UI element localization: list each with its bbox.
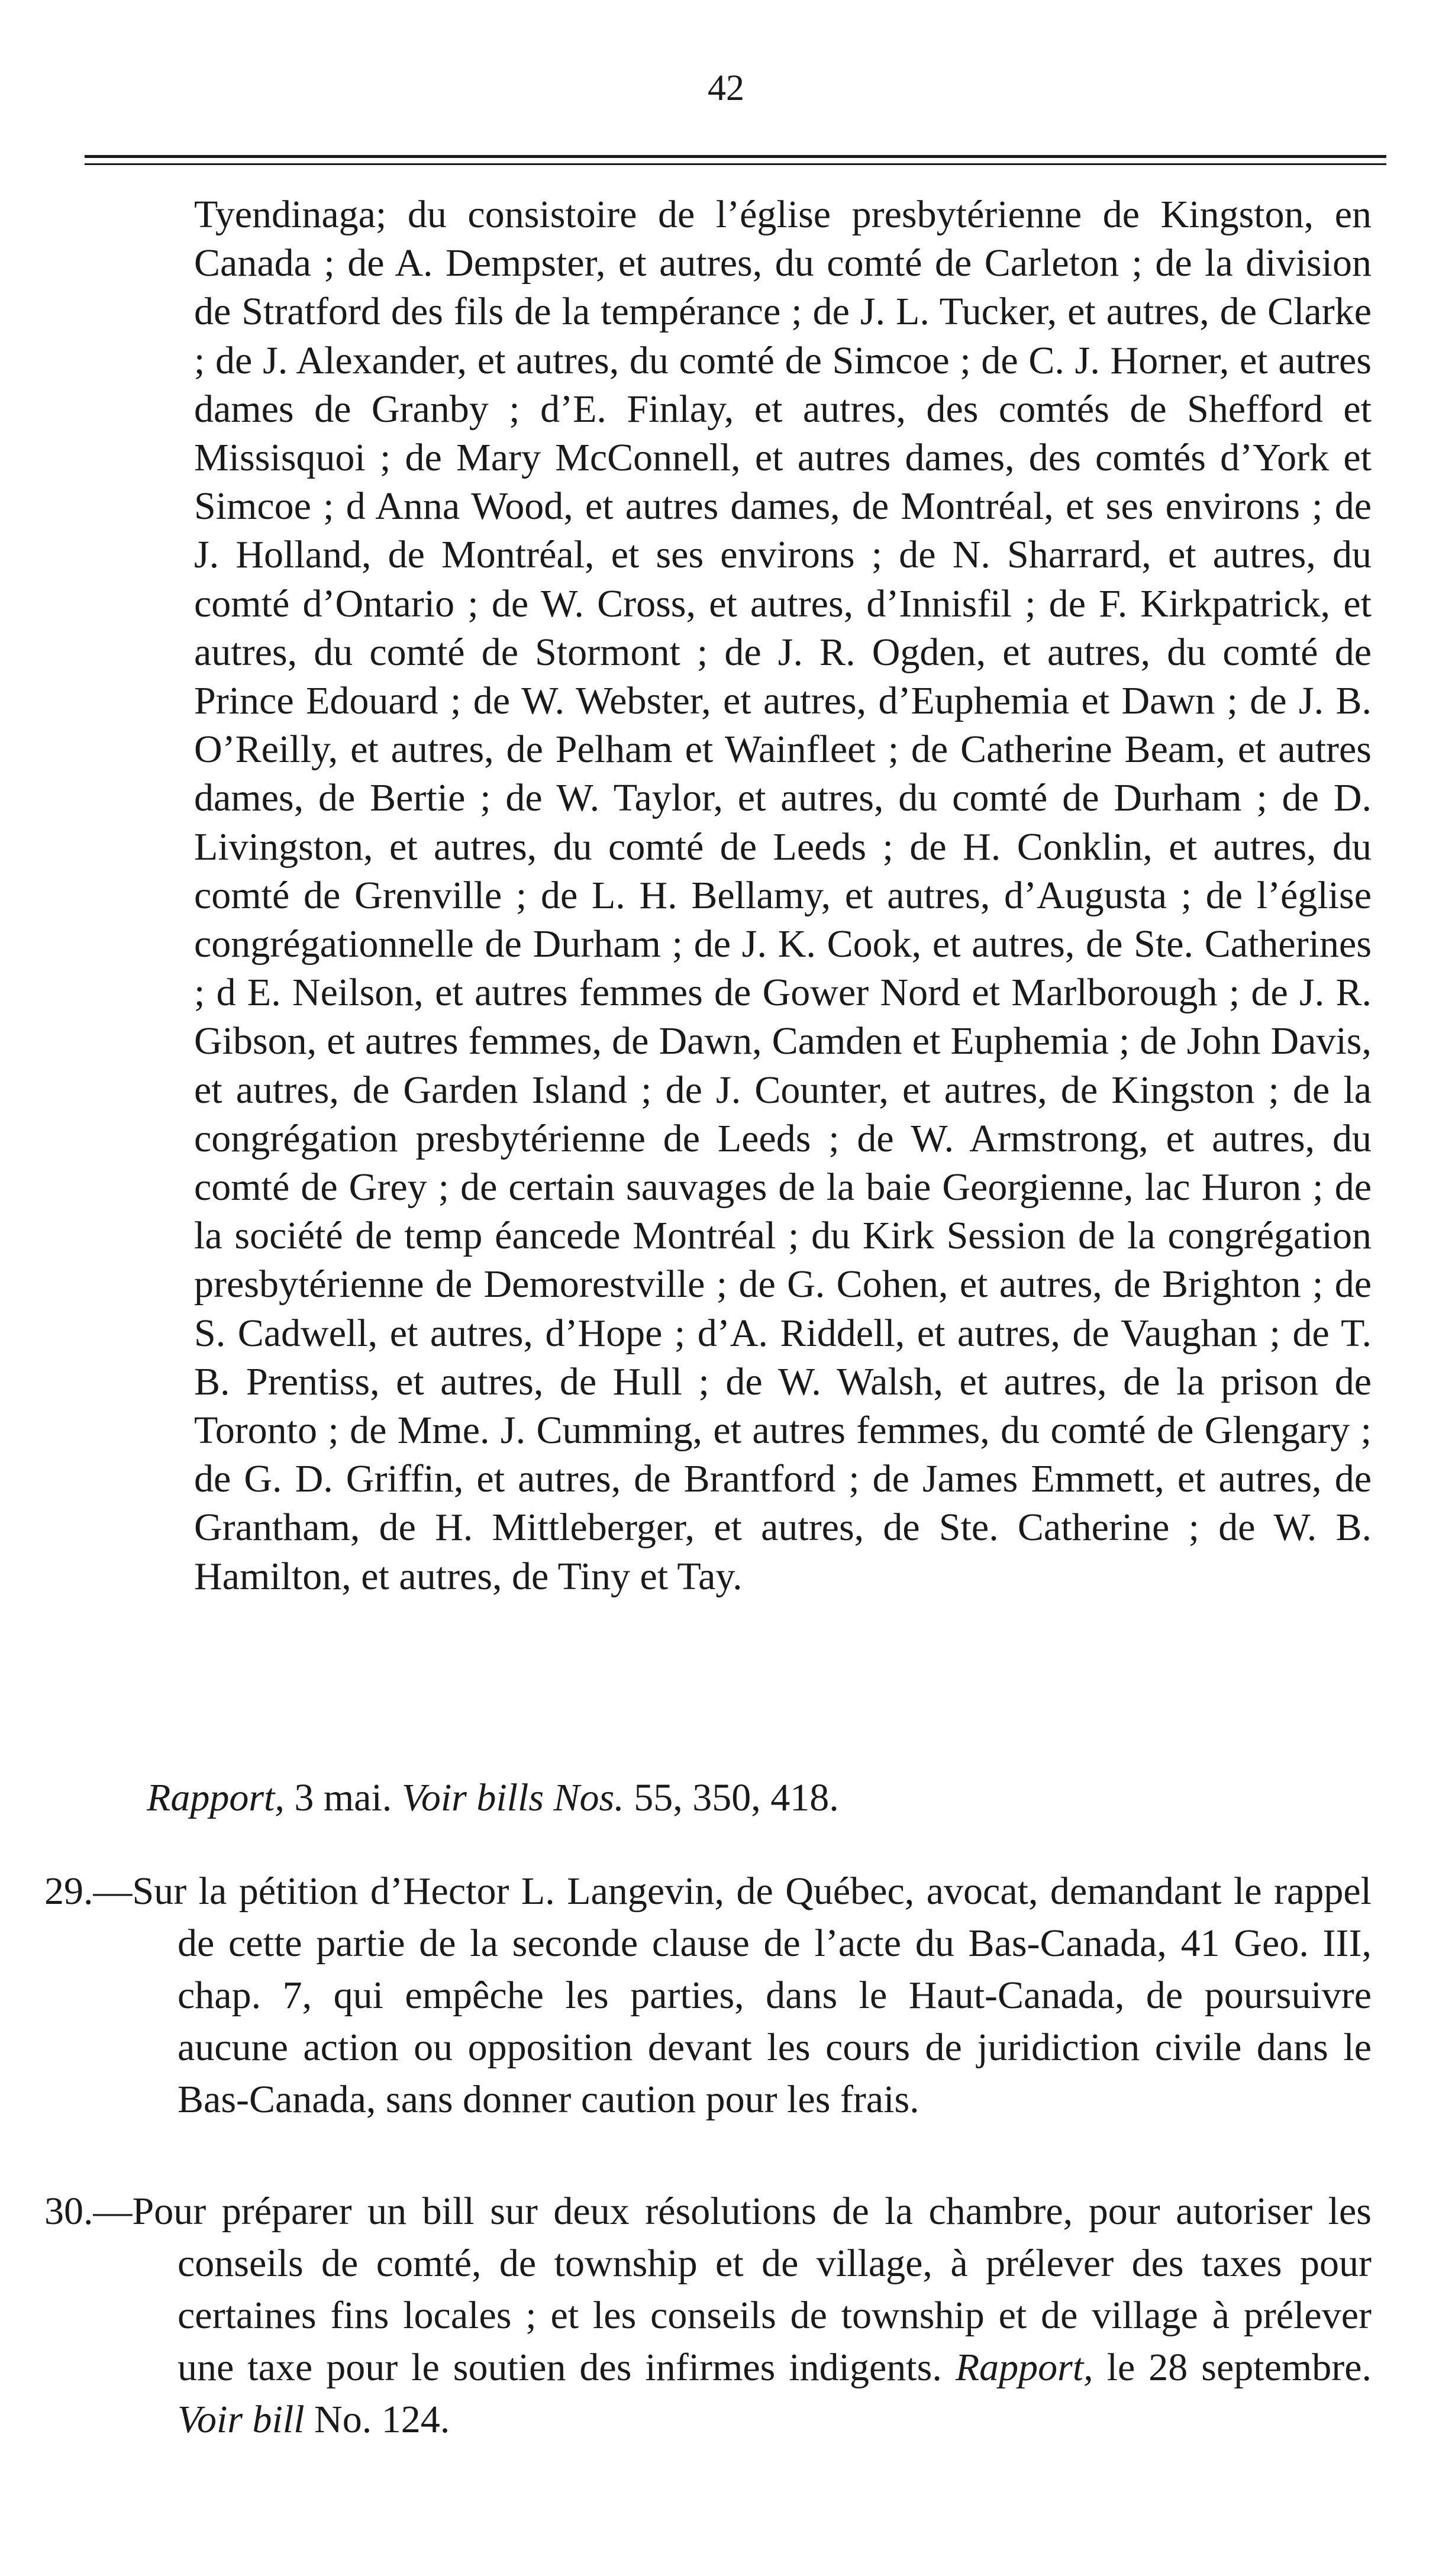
- rapport-label: Rapport,: [147, 1776, 285, 1819]
- voir-bill-label: Voir bill: [178, 2398, 305, 2441]
- rapport-date: le 28 septembre.: [1093, 2346, 1372, 2389]
- page-number: 42: [708, 68, 744, 108]
- entry-text: Sur la pétition d’Hector L. Langevin, de Québec, avocat, demandant le rappel de cette partie de la seconde clause de l’acte du Bas-Canada, 41 Geo. III, chap. 7, qui empêche les parties, dans le Haut-Canada, de poursuivre aucune action ou opposition devant les cours de juridiction civile dans le Bas-Canada, sans donner caution pour les frais.: [132, 1870, 1372, 2121]
- header-rule-thin: [85, 163, 1386, 165]
- rapport-date: 3 mai.: [284, 1776, 402, 1819]
- rapport-reference-line: [147, 1774, 1389, 1822]
- entry-30: [44, 2186, 1372, 2446]
- entry-29: [44, 1865, 1372, 2126]
- entry-number: 29.—: [44, 1870, 133, 1913]
- petitions-list-continuation: Tyendinaga; du consistoire de l’église presbytérienne de Kingston, en Canada ; de A. Dempster, et autres, du comté de Carleton ; de la division de Stratford des fils de la tempérance ; de J. L. Tucker, et autres, de Clarke ; de J. Alexander, et autres, du comté de Simcoe ; de C. J. Horner, et autres dames de Granby ; d’E. Finlay, et autres, des comtés de Shefford et Missisquoi ; de Mary McConnell, et autres dames, des comtés d’York et Simcoe ; d Anna Wood, et autres dames, de Montréal, et ses environs ; de J. Holland, de Montréal, et ses environs ; de N. Sharrard, et autres, du comté d’Ontario ; de W. Cross, et autres, d’Innisfil ; de F. Kirkpatrick, et autres, du comté de Stormont ; de J. R. Ogden, et autres, du comté de Prince Edouard ; de W. Webster, et autres, d’Euphemia et Dawn ; de J. B. O’Reilly, et autres, de Pelham et Wainfleet ; de Catherine Beam, et autres dames, de Bertie ; de W. Taylor, et autres, du comté de Durham ; de D. Livingston, et autres, du comté de Leeds ; de H. Conklin, et autres, du comté de Grenville ; de L. H. Bellamy, et autres, d’Augusta ; de l’église congrégationnelle de Durham ; de J. K. Cook, et autres, de Ste. Catherines ; d E. Neilson, et autres femmes de Gower Nord et Marlborough ; de J. R. Gibson, et autres femmes, de Dawn, Camden et Euphemia ; de John Davis, et autres, de Garden Island ; de J. Counter, et autres, de Kingston ; de la congrégation presbytérienne de Leeds ; de W. Armstrong, et autres, du comté de Grey ; de certain sauvages de la baie Georgienne, lac Huron ; de la société de temp éancede Montréal ; du Kirk Session de la congrégation presbytérienne de Demorestville ; de G. Cohen, et autres, de Brighton ; de S. Cadwell, et autres, d’Hope ; d’A. Riddell, et autres, de Vaughan ; de T. B. Prentiss, et autres, de Hull ; de W. Walsh, et autres, de la prison de Toronto ; de Mme. J. Cumming, et autres femmes, du comté de Glengary ; de G. D. Griffin, et autres, de Brantford ; de James Emmett, et autres, de Grantham, de H. Mittleberger, et autres, de Ste. Catherine ; de W. B. Hamilton, et autres, de Tiny et Tay.: [194, 193, 1372, 1598]
- rapport-label: Rapport,: [955, 2346, 1093, 2389]
- bill-number: No. 124.: [304, 2398, 450, 2441]
- voir-bills-label: Voir bills Nos.: [401, 1776, 624, 1819]
- entry-30-paragraph: [44, 2186, 1372, 2446]
- entry-text: Pour préparer un bill sur deux résolutions de la chambre, pour autoriser les conseils de comté, de township et de village, à prélever des taxes pour certaines fins locales ; et les conseils de township et de village à prélever une taxe pour le soutien des infirmes indigents.: [132, 2190, 1372, 2389]
- bill-numbers: 55, 350, 418.: [624, 1776, 839, 1819]
- entry-number: 30.—: [44, 2190, 133, 2233]
- entry-29-paragraph: [44, 1865, 1372, 2126]
- header-rule-thick: [85, 155, 1386, 158]
